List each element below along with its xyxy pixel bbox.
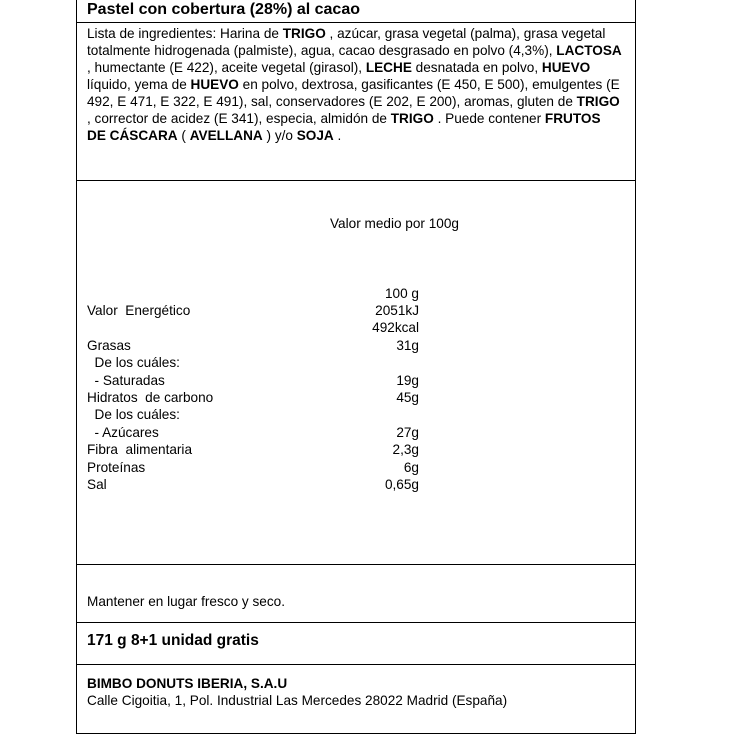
nutrition-value: 27g: [396, 424, 419, 440]
allergen-text: TRIGO: [390, 111, 434, 126]
nutrition-value: 492kcal: [372, 320, 419, 336]
ingredient-text: ) y/o: [262, 128, 297, 143]
storage-instructions: Mantener en lugar fresco y seco.: [87, 594, 285, 609]
weight-divider: [77, 664, 635, 665]
ingredient-text: Lista de ingredientes: Harina de: [87, 26, 283, 41]
net-weight: 171 g 8+1 unidad gratis: [87, 632, 259, 649]
nutrition-label: De los cuáles:: [87, 407, 180, 423]
nutrition-value: 31g: [396, 337, 419, 353]
nutrition-value: 19g: [396, 372, 419, 388]
ingredients-list: [87, 25, 622, 144]
allergen-text: HUEVO: [190, 77, 239, 92]
nutrition-label: Fibra alimentaria: [87, 442, 193, 458]
ingredient-text: , humectante (E 422), aceite vegetal (girasol),: [87, 60, 366, 75]
ingredient-text: (: [177, 128, 190, 143]
nutrition-label: Hidratos de carbono: [87, 390, 214, 405]
nutrition-label: Valor Energético: [87, 303, 191, 318]
storage-divider: [77, 622, 635, 623]
ingredient-text: .: [333, 128, 342, 143]
ingredient-text: . Puede contener: [433, 111, 545, 126]
nutrition-label: Grasas: [87, 337, 131, 353]
nutrition-label: De los cuáles:: [87, 355, 180, 371]
company-name: BIMBO DONUTS IBERIA, S.A.U: [87, 676, 288, 691]
company-address: Calle Cigoitia, 1, Pol. Industrial Las Mercedes 28022 Madrid (España): [87, 693, 508, 708]
ingredient-text: , azúcar, grasa vegetal (palma), grasa vegetal totalmente hidrogenada (palmiste), agua, cacao desgrasado en polvo (4,3%),: [87, 26, 606, 58]
nutrition-value: 2,3g: [392, 442, 419, 458]
allergen-text: TRIGO: [576, 94, 620, 109]
nutrition-divider: [77, 564, 635, 565]
nutrition-per: 100 g: [384, 286, 419, 301]
ingredient-text: líquido, yema de: [87, 77, 191, 92]
allergen-text: HUEVO: [541, 60, 591, 75]
allergen-text: FRUTOS DE CÁSCARA: [87, 111, 601, 143]
allergen-text: SOJA: [296, 128, 334, 143]
allergen-text: LACTOSA: [556, 43, 622, 58]
allergen-text: TRIGO: [282, 26, 326, 41]
allergen-text: LECHE: [365, 60, 412, 75]
nutrition-label: - Saturadas: [87, 372, 165, 388]
nutrition-value: 6g: [403, 459, 419, 475]
nutrition-value: 45g: [396, 390, 419, 405]
nutrition-value: 0,65g: [384, 477, 419, 492]
ingredients-divider: [77, 180, 635, 181]
ingredient-text: desnatada en polvo,: [411, 60, 542, 75]
nutrition-value: 2051kJ: [375, 303, 419, 318]
nutrition-label: Sal: [87, 477, 107, 492]
title-row: [77, 0, 635, 23]
nutrition-label: Proteínas: [87, 459, 146, 475]
label-frame: [76, 0, 636, 734]
product-title: Pastel con cobertura (28%) al cacao: [87, 1, 360, 18]
nutrition-label: - Azúcares: [87, 424, 159, 440]
ingredient-text: en polvo, dextrosa, gasificantes (E 450, E 500), emulgentes (E 492, E 471, E 322, E 491), sal, conservadores (E 202, E 200), aromas, gluten de: [87, 77, 620, 109]
allergen-text: AVELLANA: [189, 128, 263, 143]
ingredient-text: , corrector de acidez (E 341), especia, almidón de: [87, 111, 391, 126]
nutrition-header: Valor medio por 100g: [330, 216, 459, 231]
